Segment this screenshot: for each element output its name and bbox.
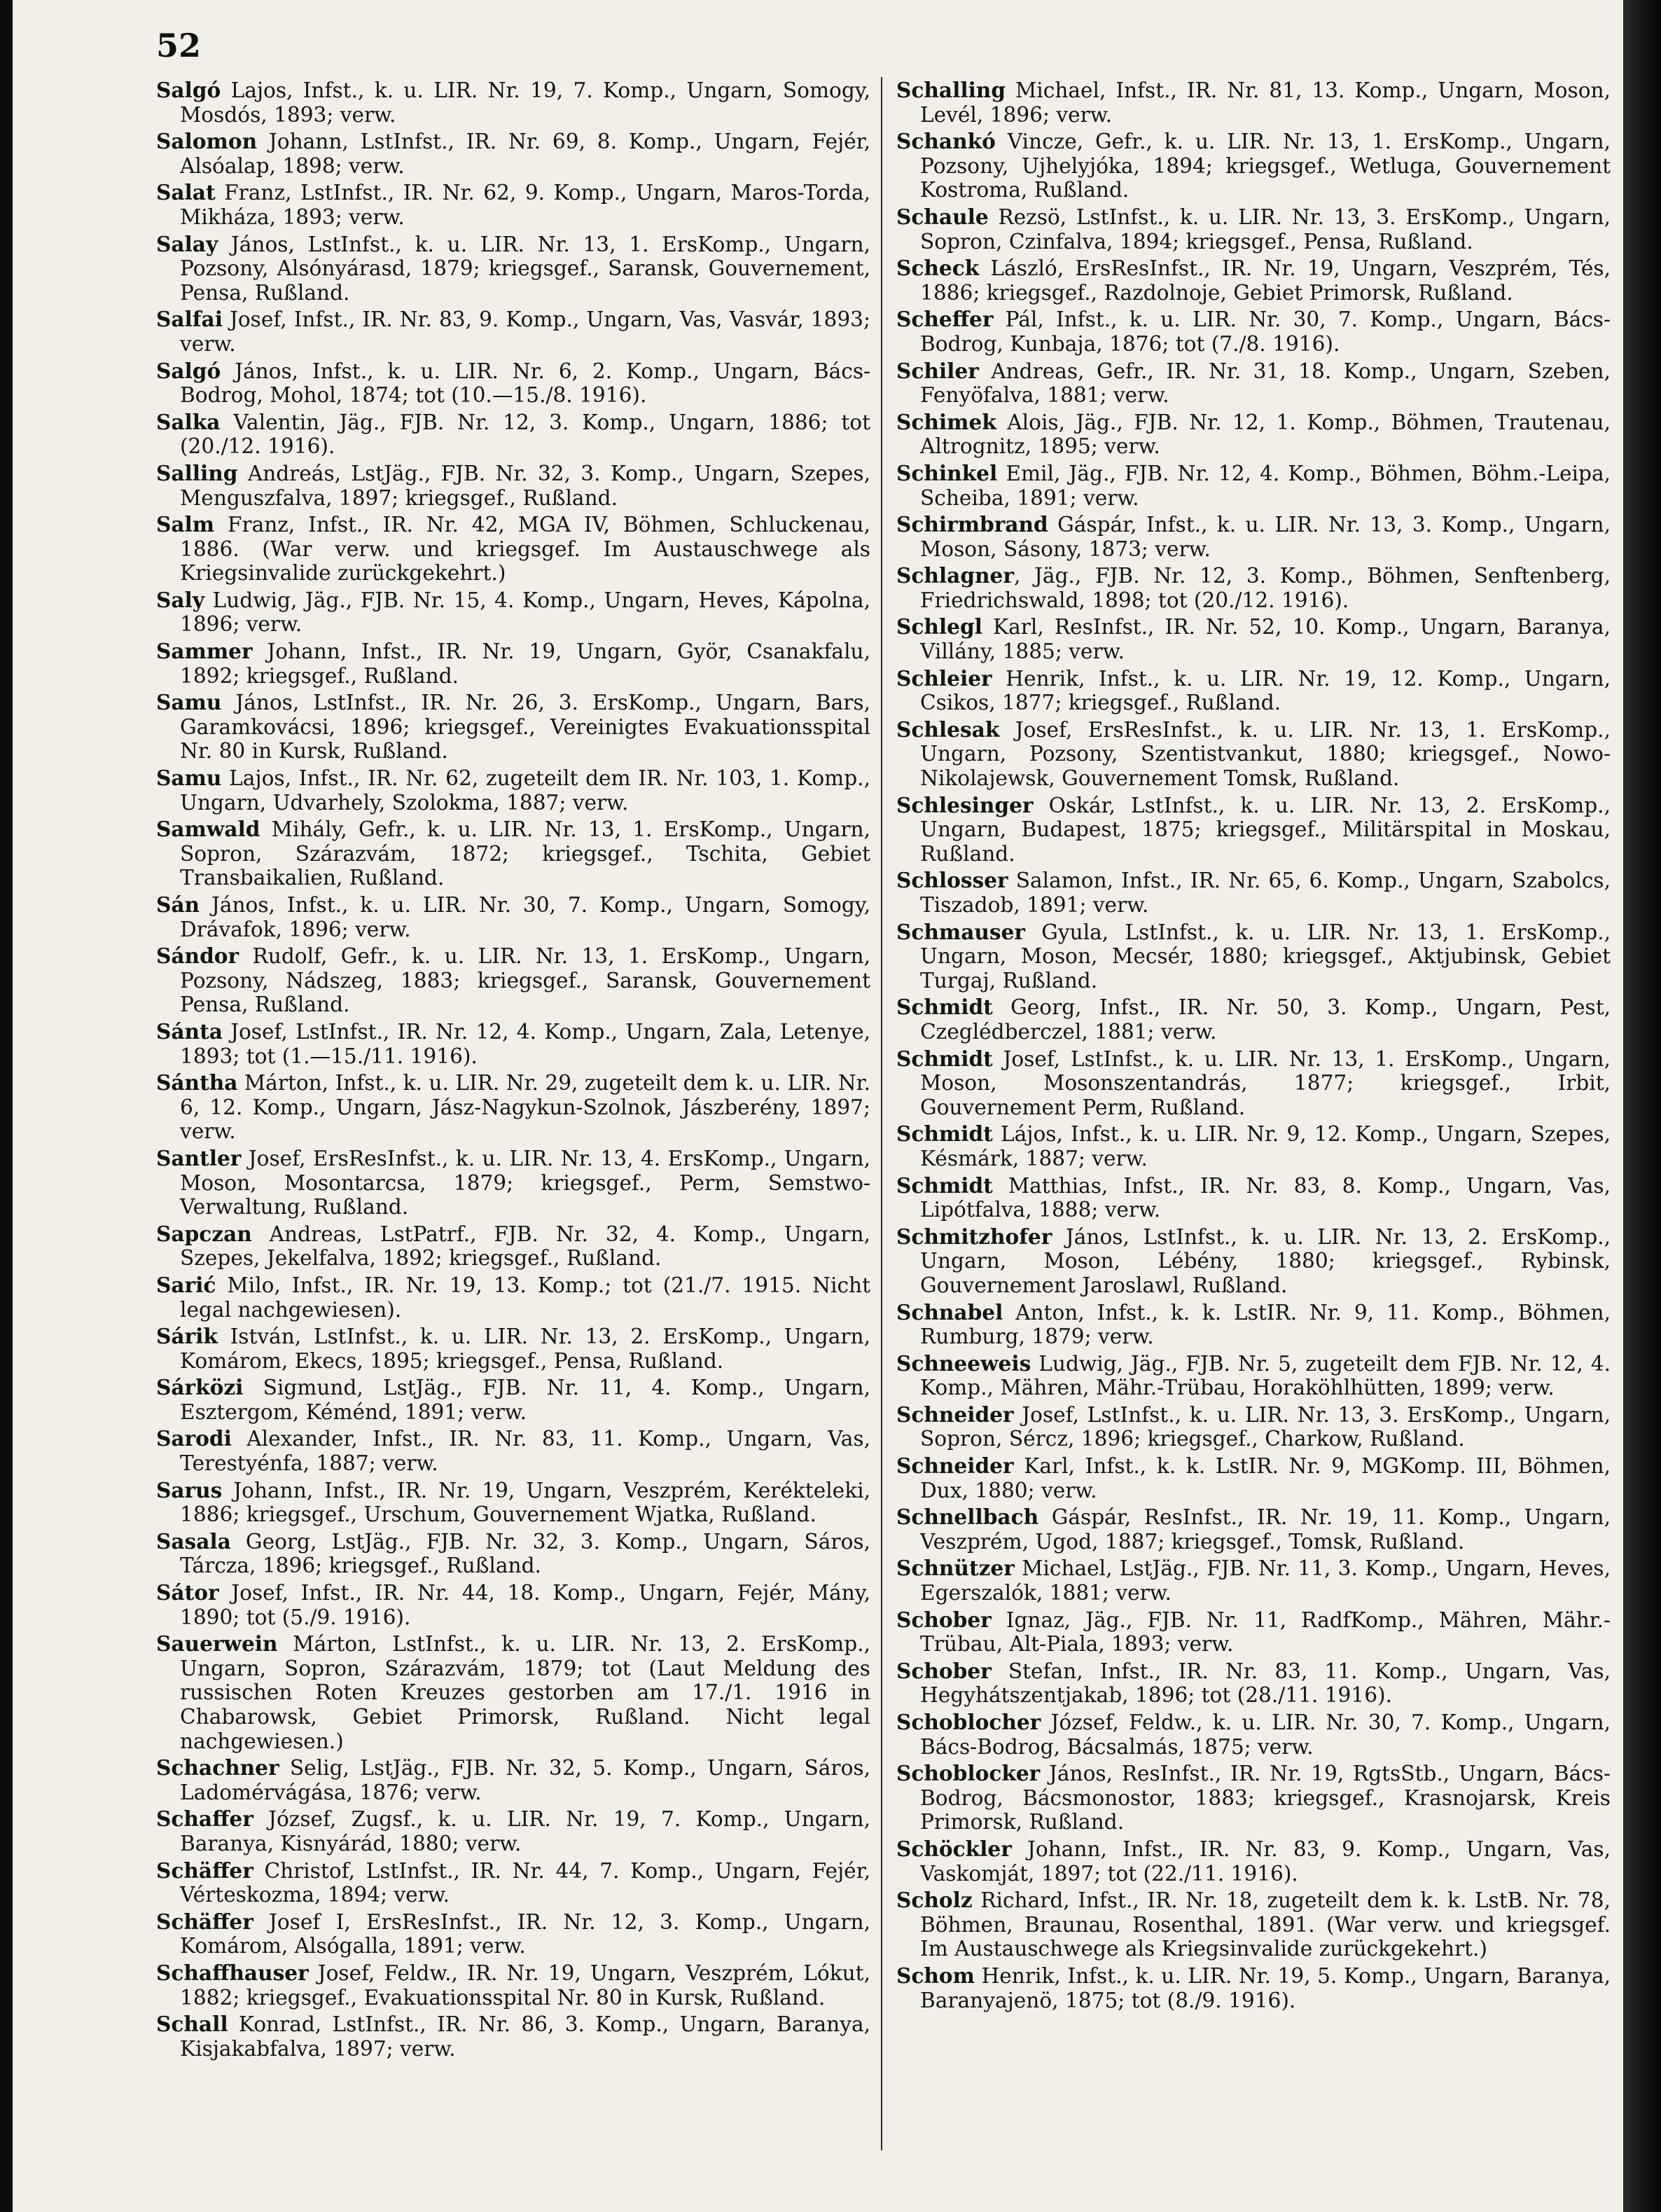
entry-surname: Schalling — [896, 78, 1006, 102]
register-entry — [896, 1122, 1611, 1170]
entry-surname: Salay — [156, 231, 218, 256]
entry-details: Christof, LstInfst., IR. Nr. 44, 7. Komp., Ungarn, Fejér, Vérteskozma, 1894; verw. — [180, 1858, 870, 1907]
register-entry — [156, 307, 870, 356]
register-entry — [896, 307, 1611, 356]
entry-surname: Samu — [156, 690, 222, 715]
entry-details: Gáspár, ResInfst., IR. Nr. 19, 11. Komp., Ungarn, Veszprém, Ugod, 1887; kriegsgef., Tomsk, Rußland. — [920, 1505, 1611, 1554]
entry-surname: Schober — [896, 1607, 992, 1632]
entry-surname: Sárik — [156, 1324, 218, 1349]
entry-surname: Sárközi — [156, 1375, 244, 1400]
entry-details: Josef, ErsResInfst., k. u. LIR. Nr. 13, 4. ErsKomp., Ungarn, Moson, Mosontarcsa, 1879; kriegsgef., Perm, Semstwo-Verwaltung, Rußland. — [180, 1146, 870, 1219]
entry-surname: Sasala — [156, 1528, 231, 1554]
register-entry — [896, 1710, 1611, 1759]
register-entry — [156, 462, 870, 510]
entry-details: József, Feldw., k. u. LIR. Nr. 30, 7. Komp., Ungarn, Bács-Bodrog, Bácsalmás, 1875; verw. — [920, 1710, 1611, 1759]
register-entry — [896, 1964, 1611, 2012]
entry-details: , Jäg., FJB. Nr. 12, 3. Komp., Böhmen, Senftenberg, Friedrichswald, 1898; tot (20./12. 1916). — [920, 564, 1611, 612]
entry-details: Michael, Infst., IR. Nr. 81, 13. Komp., Ungarn, Moson, Levél, 1896; verw. — [920, 78, 1611, 127]
register-entry — [156, 893, 870, 941]
entry-surname: Salfai — [156, 307, 223, 332]
entry-surname: Schnützer — [896, 1556, 1015, 1581]
entry-surname: Santler — [156, 1145, 242, 1170]
register-entry — [896, 1888, 1611, 1961]
entry-surname: Schmitzhofer — [896, 1224, 1052, 1249]
entry-surname: Schäffer — [156, 1909, 253, 1934]
register-entry — [156, 1479, 870, 1527]
entry-details: Vincze, Gefr., k. u. LIR. Nr. 13, 1. ErsKomp., Ungarn, Pozsony, Ujhelyjóka, 1894; kriegsgef., Wetluga, Gouvernement Kostroma, Rußland. — [920, 130, 1611, 202]
entry-surname: Schnabel — [896, 1299, 1003, 1325]
register-entry — [896, 1301, 1611, 1349]
entry-surname: Saly — [156, 587, 204, 612]
entry-details: Johann, Infst., IR. Nr. 83, 9. Komp., Ungarn, Vas, Vaskomját, 1897; tot (22./11. 1916). — [920, 1837, 1611, 1886]
entry-details: Rudolf, Gefr., k. u. LIR. Nr. 13, 1. ErsKomp., Ungarn, Pozsony, Nádszeg, 1883; kriegsgef., Saransk, Gouvernement Pensa, Rußland. — [180, 944, 870, 1017]
right-column — [896, 78, 1611, 2015]
entry-details: Stefan, Infst., IR. Nr. 83, 11. Komp., Ungarn, Vas, Hegyhátszentjakab, 1896; tot (28./11. 1916). — [920, 1659, 1611, 1708]
entry-details: Josef, ErsResInfst., k. u. LIR. Nr. 13, 1. ErsKomp., Ungarn, Pozsony, Szentistvankut, 1880; kriegsgef., Nowo-Nikolajewsk, Gouvernement Tomsk, Rußland. — [920, 717, 1611, 791]
register-entry — [896, 1762, 1611, 1834]
register-entry — [156, 513, 870, 586]
entry-surname: Schneeweis — [896, 1350, 1031, 1376]
entry-details: Emil, Jäg., FJB. Nr. 12, 4. Komp., Böhmen, Böhm.-Leipa, Scheiba, 1891; verw. — [920, 461, 1611, 510]
entry-details: Márton, LstInfst., k. u. LIR. Nr. 13, 2. ErsKomp., Ungarn, Sopron, Szárazvám, 1879; tot (Laut Meldung des russischen Roten Kreuzes gestorben am 17./1. 1916 in Chabarowsk, Gebiet Primorsk, Rußland. Nicht legal nachgewiesen.) — [180, 1632, 870, 1753]
register-entry — [896, 1174, 1611, 1222]
entry-surname: Sándor — [156, 943, 239, 969]
entry-surname: Schirmbrand — [896, 512, 1048, 537]
register-entry — [896, 794, 1611, 866]
register-entry — [896, 1454, 1611, 1502]
entry-surname: Schankó — [896, 129, 996, 154]
register-entry — [156, 766, 870, 815]
entry-details: Ignaz, Jäg., FJB. Nr. 11, RadfKomp., Mähren, Mähr.-Trübau, Alt-Piala, 1893; verw. — [920, 1608, 1611, 1657]
entry-surname: Schnellbach — [896, 1505, 1039, 1530]
entry-details: Andreás, LstJäg., FJB. Nr. 32, 3. Komp., Ungarn, Szepes, Menguszfalva, 1897; kriegsgef., Rußland. — [180, 461, 870, 510]
entry-details: Ludwig, Jäg., FJB. Nr. 15, 4. Komp., Ungarn, Heves, Kápolna, 1896; verw. — [180, 588, 870, 637]
register-entry — [156, 78, 870, 127]
entry-details: Ludwig, Jäg., FJB. Nr. 5, zugeteilt dem FJB. Nr. 12, 4. Komp., Mähren, Mähr.-Trübau, Horaköhlhütten, 1899; verw. — [920, 1351, 1611, 1400]
entry-details: Johann, LstInfst., IR. Nr. 69, 8. Komp., Ungarn, Fejér, Alsóalap, 1898; verw. — [180, 130, 870, 178]
entry-surname: Schaffer — [156, 1806, 253, 1832]
entry-surname: Schmauser — [896, 919, 1025, 944]
register-entry — [896, 130, 1611, 202]
entry-details: János, Infst., k. u. LIR. Nr. 30, 7. Komp., Ungarn, Somogy, Drávafok, 1896; verw. — [180, 893, 870, 941]
entry-details: Selig, LstJäg., FJB. Nr. 32, 5. Komp., Ungarn, Sáros, Ladomérvágása, 1876; verw. — [180, 1756, 870, 1804]
register-entry — [156, 1910, 870, 1958]
register-entry — [156, 944, 870, 1017]
entry-surname: Samu — [156, 766, 222, 791]
entry-details: Josef, Feldw., IR. Nr. 19, Ungarn, Veszprém, Lókut, 1882; kriegsgef., Evakuationsspital Nr. 80 in Kursk, Rußland. — [180, 1961, 870, 2010]
entry-details: János, Infst., k. u. LIR. Nr. 6, 2. Komp., Ungarn, Bács-Bodrog, Mohol, 1874; tot (10.—15./8. 1916). — [180, 359, 870, 408]
register-entry — [156, 588, 870, 637]
entry-details: Andreas, Gefr., IR. Nr. 31, 18. Komp., Ungarn, Szeben, Fenyöfalva, 1881; verw. — [920, 359, 1611, 408]
register-entry — [896, 1225, 1611, 1298]
entry-details: Konrad, LstInfst., IR. Nr. 86, 3. Komp., Ungarn, Baranya, Kisjakabfalva, 1897; verw. — [180, 2012, 870, 2061]
entry-surname: Schlesak — [896, 717, 1000, 742]
entry-surname: Schiler — [896, 358, 979, 383]
entry-details: Josef I, ErsResInfst., IR. Nr. 12, 3. Komp., Ungarn, Komárom, Alsógalla, 1891; verw. — [180, 1909, 870, 1958]
page-number: 52 — [156, 27, 202, 64]
register-entry — [156, 640, 870, 688]
entry-surname: Schober — [896, 1658, 992, 1683]
register-entry — [156, 691, 870, 763]
register-entry — [156, 410, 870, 459]
entry-details: János, LstInfst., k. u. LIR. Nr. 13, 1. ErsKomp., Ungarn, Pozsony, Alsónyárasd, 1879; kriegsgef., Saransk, Gouvernement, Pensa, Rußland. — [180, 232, 870, 305]
entry-details: Salamon, Infst., IR. Nr. 65, 6. Komp., Ungarn, Szabolcs, Tiszadob, 1891; verw. — [920, 869, 1611, 917]
entry-details: István, LstInfst., k. u. LIR. Nr. 13, 2. ErsKomp., Ungarn, Komárom, Ekecs, 1895; kriegsgef., Pensa, Rußland. — [180, 1325, 870, 1373]
entry-details: Franz, Infst., IR. Nr. 42, MGA IV, Böhmen, Schluckenau, 1886. (War verw. und kriegsgef. Im Austauschwege als Kriegsinvalide zurückgekehrt.) — [180, 513, 870, 586]
register-entry — [896, 1403, 1611, 1451]
entry-surname: Schimek — [896, 409, 996, 434]
entry-details: Oskár, LstInfst., k. u. LIR. Nr. 13, 2. ErsKomp., Ungarn, Budapest, 1875; kriegsgef., Militärspital in Moskau, Rußland. — [920, 793, 1611, 866]
entry-details: Johann, Infst., IR. Nr. 19, Ungarn, Györ, Csanakfalu, 1892; kriegsgef., Rußland. — [180, 640, 870, 688]
entry-surname: Sammer — [156, 639, 253, 664]
entry-details: József, Zugsf., k. u. LIR. Nr. 19, 7. Komp., Ungarn, Baranya, Kisnyárád, 1880; verw. — [180, 1807, 870, 1855]
entry-details: Josef, LstInfst., k. u. LIR. Nr. 13, 1. ErsKomp., Ungarn, Moson, Mosonszentandrás, 1877; kriegsgef., Irbit, Gouvernement Perm, Rußland. — [920, 1046, 1611, 1119]
entry-details: Alois, Jäg., FJB. Nr. 12, 1. Komp., Böhmen, Trautenau, Altrognitz, 1895; verw. — [920, 410, 1611, 459]
entry-details: Josef, LstInfst., k. u. LIR. Nr. 13, 3. ErsKomp., Ungarn, Sopron, Sércz, 1896; kriegsgef., Charkow, Rußland. — [920, 1402, 1611, 1451]
entry-surname: Salomon — [156, 129, 258, 154]
entry-surname: Schäffer — [156, 1858, 253, 1883]
register-entry — [156, 1756, 870, 1804]
register-entry — [156, 1376, 870, 1424]
entry-details: Josef, LstInfst., IR. Nr. 12, 4. Komp., Ungarn, Zala, Letenye, 1893; tot (1.—15./11. 1916). — [180, 1019, 870, 1068]
register-entry — [896, 462, 1611, 510]
register-entry — [156, 1961, 870, 2010]
entry-surname: Salka — [156, 409, 221, 434]
scan-edge-shadow — [1623, 0, 1661, 2212]
entry-surname: Schneider — [896, 1453, 1014, 1479]
entry-details: Lajos, Infst., IR. Nr. 62, zugeteilt dem IR. Nr. 103, 1. Komp., Ungarn, Udvarhely, Szolokma, 1887; verw. — [180, 766, 870, 815]
entry-surname: Salm — [156, 512, 215, 537]
register-entry — [156, 1530, 870, 1578]
register-entry — [156, 181, 870, 229]
register-entry — [896, 359, 1611, 408]
register-entry — [156, 130, 870, 178]
entry-surname: Sánta — [156, 1018, 223, 1044]
entry-surname: Schinkel — [896, 460, 998, 485]
register-entry — [896, 615, 1611, 663]
entry-details: Karl, Infst., k. k. LstIR. Nr. 9, MGKomp. III, Böhmen, Dux, 1880; verw. — [920, 1454, 1611, 1502]
register-entry — [156, 1807, 870, 1855]
entry-surname: Sarić — [156, 1272, 216, 1297]
register-entry — [156, 233, 870, 305]
register-entry — [896, 718, 1611, 791]
register-entry — [896, 564, 1611, 612]
entry-details: Sigmund, LstJäg., FJB. Nr. 11, 4. Komp., Ungarn, Esztergom, Kéménd, 1891; verw. — [180, 1376, 870, 1424]
register-entry — [156, 2012, 870, 2061]
entry-surname: Schaule — [896, 204, 989, 229]
entry-surname: Schachner — [156, 1755, 279, 1781]
entry-surname: Schall — [156, 2012, 228, 2037]
entry-surname: Salgó — [156, 358, 221, 383]
entry-details: Anton, Infst., k. k. LstIR. Nr. 9, 11. Komp., Böhmen, Rumburg, 1879; verw. — [920, 1300, 1611, 1349]
entry-details: Matthias, Infst., IR. Nr. 83, 8. Komp., Ungarn, Vas, Lipótfalva, 1888; verw. — [920, 1173, 1611, 1222]
entry-surname: Scholz — [896, 1888, 973, 1913]
entry-details: Johann, Infst., IR. Nr. 19, Ungarn, Veszprém, Kerékteleki, 1886; kriegsgef., Urschum, Gouvernement Wjatka, Rußland. — [180, 1478, 870, 1527]
register-entry — [896, 920, 1611, 993]
register-entry — [156, 1427, 870, 1475]
entry-surname: Schoblocker — [896, 1761, 1041, 1786]
register-entry — [896, 1352, 1611, 1400]
entry-surname: Sarodi — [156, 1426, 232, 1451]
entry-surname: Scheck — [896, 256, 980, 281]
entry-details: Mihály, Gefr., k. u. LIR. Nr. 13, 1. ErsKomp., Ungarn, Sopron, Szárazvám, 1872; kriegsgef., Tschita, Gebiet Transbaikalien, Rußland. — [180, 817, 870, 890]
register-entry — [896, 1837, 1611, 1886]
register-entry — [896, 1556, 1611, 1605]
register-entry — [156, 1632, 870, 1753]
entry-details: Lájos, Infst., k. u. LIR. Nr. 9, 12. Komp., Ungarn, Szepes, Késmárk, 1887; verw. — [920, 1122, 1611, 1170]
register-entry — [896, 78, 1611, 127]
entry-details: Michael, LstJäg., FJB. Nr. 11, 3. Komp., Ungarn, Heves, Egerszalók, 1881; verw. — [920, 1556, 1611, 1605]
register-entry — [156, 817, 870, 890]
entry-details: Alexander, Infst., IR. Nr. 83, 11. Komp., Ungarn, Vas, Terestyénfa, 1887; verw. — [180, 1427, 870, 1476]
entry-surname: Schoblocher — [896, 1710, 1041, 1734]
entry-details: Georg, Infst., IR. Nr. 50, 3. Komp., Ungarn, Pest, Czeglédberczel, 1881; verw. — [920, 995, 1611, 1044]
entry-details: Karl, ResInfst., IR. Nr. 52, 10. Komp., Ungarn, Baranya, Villány, 1885; verw. — [920, 615, 1611, 664]
left-column — [156, 78, 870, 2064]
entry-surname: Sauerwein — [156, 1631, 278, 1657]
register-entry — [156, 1147, 870, 1219]
register-entry — [156, 1581, 870, 1629]
entry-details: Pál, Infst., k. u. LIR. Nr. 30, 7. Komp., Ungarn, Bács-Bodrog, Kunbaja, 1876; tot (7./8. 1916). — [920, 307, 1611, 356]
entry-surname: Schlagner — [896, 563, 1014, 588]
entry-details: János, LstInfst., k. u. LIR. Nr. 13, 2. ErsKomp., Ungarn, Moson, Lébény, 1880; kriegsgef., Rybinsk, Gouvernement Jaroslawl, Rußland. — [920, 1224, 1611, 1297]
register-entry — [896, 995, 1611, 1044]
register-entry — [156, 359, 870, 408]
entry-surname: Schlegl — [896, 614, 982, 640]
register-entry — [896, 1659, 1611, 1708]
entry-details: Milo, Infst., IR. Nr. 19, 13. Komp.; tot (21./7. 1915. Nicht legal nachgewiesen). — [180, 1273, 870, 1322]
register-entry — [156, 1325, 870, 1373]
entry-details: Gáspár, Infst., k. u. LIR. Nr. 13, 3. Komp., Ungarn, Moson, Sásony, 1873; verw. — [920, 513, 1611, 561]
entry-details: Márton, Infst., k. u. LIR. Nr. 29, zugeteilt dem k. u. LIR. Nr. 6, 12. Komp., Ungarn, Jász-Nagykun-Szolnok, Jászberény, 1897; verw. — [180, 1071, 870, 1144]
entry-surname: Sapczan — [156, 1221, 252, 1246]
register-entry — [156, 1071, 870, 1144]
document-page — [13, 0, 1623, 2212]
entry-surname: Salat — [156, 180, 216, 205]
register-entry — [896, 667, 1611, 715]
register-entry — [156, 1020, 870, 1068]
entry-surname: Salling — [156, 460, 238, 485]
register-entry — [896, 1608, 1611, 1657]
entry-surname: Schmidt — [896, 995, 993, 1020]
entry-surname: Sátor — [156, 1580, 219, 1605]
entry-details: Georg, LstJäg., FJB. Nr. 32, 3. Komp., Ungarn, Sáros, Tárcza, 1896; kriegsgef., Rußland. — [180, 1529, 870, 1578]
entry-details: János, ResInfst., IR. Nr. 19, RgtsStb., Ungarn, Bács-Bodrog, Bácsmonostor, 1883; kriegsgef., Krasnojarsk, Kreis Primorsk, Rußland. — [920, 1762, 1611, 1834]
entry-details: János, LstInfst., IR. Nr. 26, 3. ErsKomp., Ungarn, Bars, Garamkovácsi, 1896; kriegsgef., Vereinigtes Evakuationsspital Nr. 80 in Kursk, Rußland. — [180, 691, 870, 763]
register-entry — [896, 256, 1611, 305]
entry-surname: Sántha — [156, 1070, 238, 1095]
register-entry — [156, 1859, 870, 1907]
register-entry — [896, 1047, 1611, 1120]
entry-surname: Salgó — [156, 78, 221, 102]
entry-surname: Schleier — [896, 665, 992, 691]
column-divider — [881, 77, 882, 2150]
entry-details: Henrik, Infst., k. u. LIR. Nr. 19, 5. Komp., Ungarn, Baranya, Baranyajenö, 1875; tot (8./9. 1916). — [920, 1963, 1611, 2012]
entry-surname: Schaffhauser — [156, 1960, 309, 1985]
entry-surname: Schmidt — [896, 1173, 993, 1198]
entry-details: Franz, LstInfst., IR. Nr. 62, 9. Komp., Ungarn, Maros-Torda, Mikháza, 1893; verw. — [180, 181, 870, 229]
entry-surname: Schlesinger — [896, 792, 1034, 817]
entry-surname: Schmidt — [896, 1046, 993, 1071]
register-entry — [156, 1273, 870, 1322]
entry-details: Josef, Infst., IR. Nr. 44, 18. Komp., Ungarn, Fejér, Mány, 1890; tot (5./9. 1916). — [180, 1581, 870, 1629]
entry-surname: Schom — [896, 1963, 975, 1988]
entry-details: Valentin, Jäg., FJB. Nr. 12, 3. Komp., Ungarn, 1886; tot (20./12. 1916). — [180, 410, 870, 459]
entry-surname: Schlosser — [896, 868, 1008, 893]
entry-details: Rezsö, LstInfst., k. u. LIR. Nr. 13, 3. ErsKomp., Ungarn, Sopron, Czinfalva, 1894; kriegsgef., Pensa, Rußland. — [920, 205, 1611, 254]
entry-surname: Sarus — [156, 1477, 223, 1502]
entry-details: Andreas, LstPatrf., FJB. Nr. 32, 4. Komp., Ungarn, Szepes, Jekelfalva, 1892; kriegsgef., Rußland. — [180, 1222, 870, 1271]
register-entry — [896, 410, 1611, 459]
entry-details: Josef, Infst., IR. Nr. 83, 9. Komp., Ungarn, Vas, Vasvár, 1893; verw. — [180, 307, 870, 356]
entry-details: László, ErsResInfst., IR. Nr. 19, Ungarn, Veszprém, Tés, 1886; kriegsgef., Razdolnoje, Gebiet Primorsk, Rußland. — [920, 256, 1611, 305]
entry-surname: Scheffer — [896, 307, 994, 332]
register-entry — [896, 1505, 1611, 1554]
entry-details: Lajos, Infst., k. u. LIR. Nr. 19, 7. Komp., Ungarn, Somogy, Mosdós, 1893; verw. — [180, 78, 870, 127]
entry-details: Richard, Infst., IR. Nr. 18, zugeteilt dem k. k. LstB. Nr. 78, Böhmen, Braunau, Rosenthal, 1891. (War verw. und kriegsgef. Im Austauschwege als Kriegsinvalide zurückgekehrt.) — [920, 1888, 1611, 1961]
entry-surname: Schmidt — [896, 1121, 993, 1147]
entry-surname: Schöckler — [896, 1836, 1012, 1861]
entry-surname: Sán — [156, 892, 200, 917]
entry-details: Henrik, Infst., k. u. LIR. Nr. 19, 12. Komp., Ungarn, Csikos, 1877; kriegsgef., Rußland. — [920, 666, 1611, 715]
entry-details: Gyula, LstInfst., k. u. LIR. Nr. 13, 1. ErsKomp., Ungarn, Moson, Mecsér, 1880; kriegsgef., Aktjubinsk, Gebiet Turgaj, Rußland. — [920, 920, 1611, 993]
register-entry — [896, 205, 1611, 254]
entry-surname: Schneider — [896, 1402, 1014, 1427]
register-entry — [896, 869, 1611, 917]
entry-surname: Samwald — [156, 817, 260, 842]
register-entry — [156, 1222, 870, 1271]
register-entry — [896, 513, 1611, 561]
